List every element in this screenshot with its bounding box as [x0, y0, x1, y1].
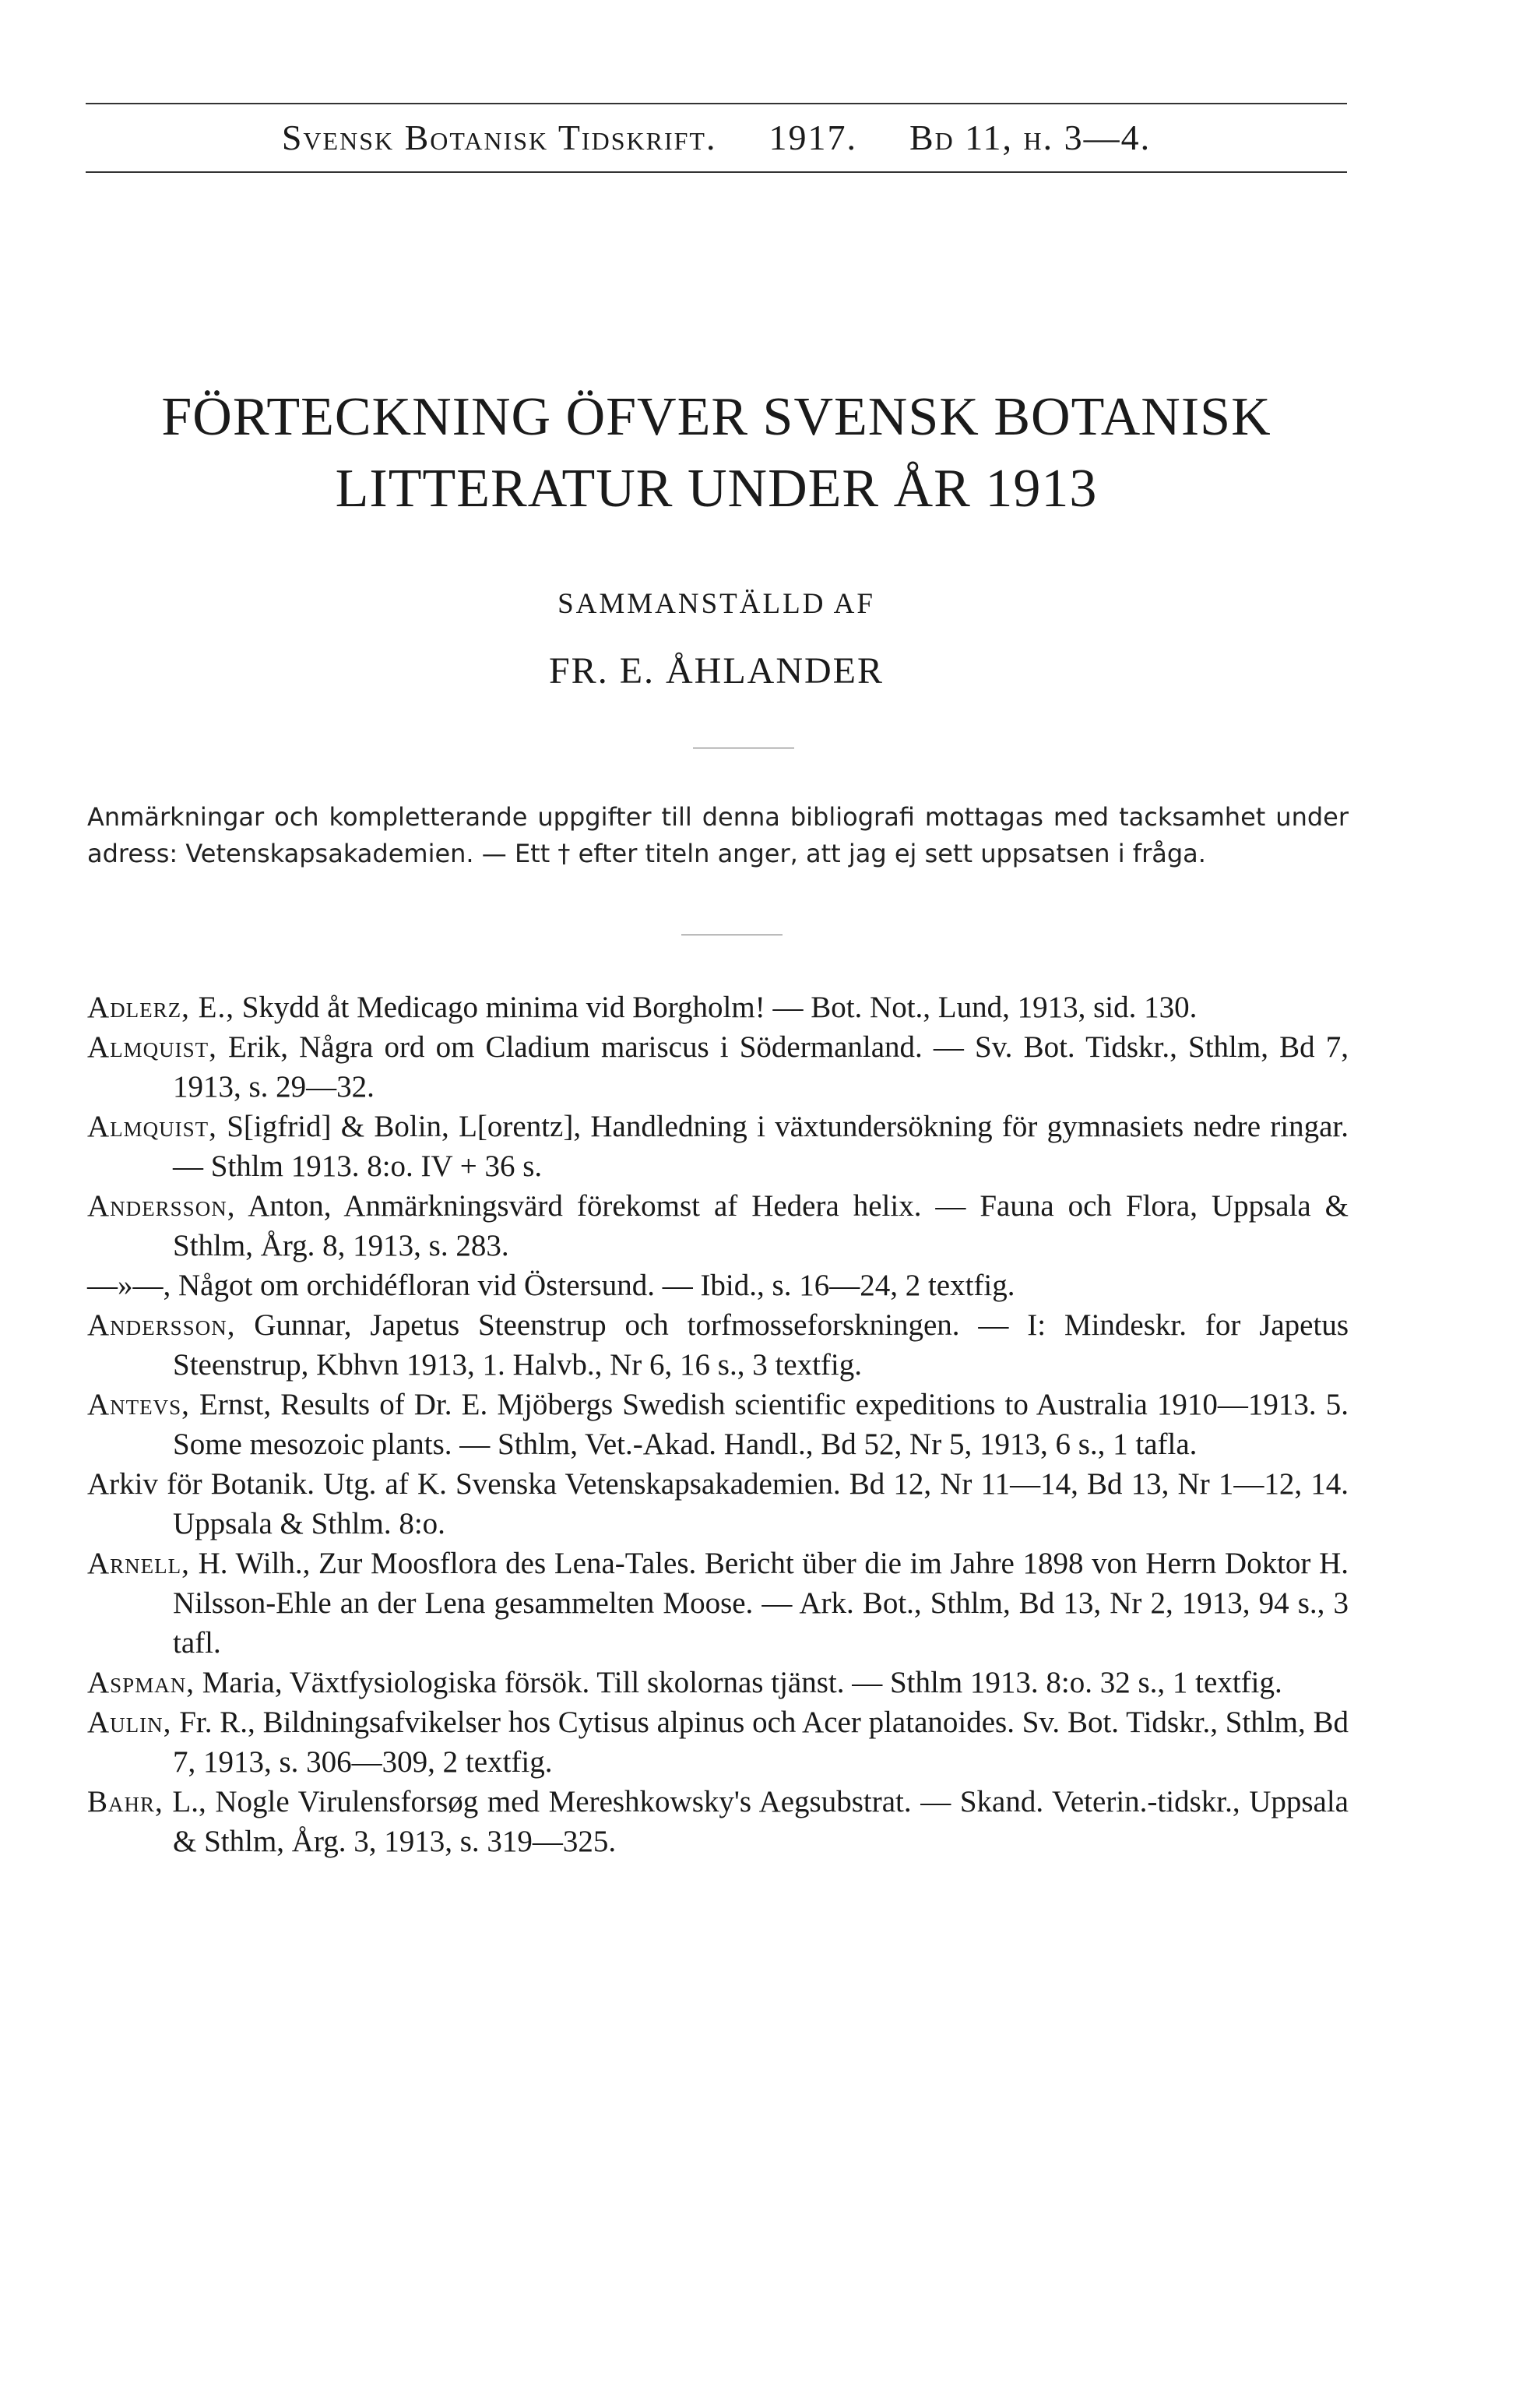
entry-author: Aulin, — [87, 1706, 172, 1739]
entry-text: Skydd åt Medicago minima vid Borgholm! — Bot. Not., Lund, 1913, sid. 130. — [234, 991, 1198, 1024]
editorial-note: Anmärkningar och kompletterande uppgifter till denna bibliografi mottagas med tacksamhet under adress: Vetenskapsakademien. — Ett † efter titeln anger, att jag ej sett uppsatsen i fråga. — [87, 802, 1349, 868]
bibliography-entry — [87, 1107, 1349, 1186]
entry-author: Andersson, — [87, 1189, 236, 1223]
running-head — [86, 117, 1347, 158]
entry-text: S[igfrid] & Bolin, L[orentz], Handledning i växtundersökning för gymnasiets nedre ringar. — Sthlm 1913. 8:o. IV + 36 s. — [173, 1110, 1349, 1183]
entry-author: Aspman, — [87, 1666, 195, 1699]
bibliography-entry — [87, 1782, 1349, 1861]
entry-text: L., Nogle Virulensforsøg med Mereshkowsky's Aegsubstrat. — Skand. Veterin.-tidskr., Uppsala & Sthlm, Årg. 3, 1913, s. 319—325. — [163, 1785, 1349, 1858]
entry-text: Maria, Växtfysiologiska försök. Till skolornas tjänst. — Sthlm 1913. 8:o. 32 s., 1 textfig. — [194, 1666, 1282, 1699]
entry-author: Almquist, — [87, 1030, 217, 1064]
entry-text: Anton, Anmärkningsvärd förekomst af Hedera helix. — Fauna och Flora, Uppsala & Sthlm, Årg. 8, 1913, s. 283. — [173, 1189, 1349, 1262]
entry-author: Adlerz, E., — [87, 991, 234, 1024]
entry-author: Arnell, — [87, 1547, 190, 1580]
header-rule — [86, 171, 1347, 173]
bibliography-entry — [87, 1544, 1349, 1663]
entry-text: Ernst, Results of Dr. E. Mjöbergs Swedish scientific expeditions to Australia 1910—1913. 5. Some mesozoic plants. — Sthlm, Vet.-Akad. Handl., Bd 52, Nr 5, 1913, 6 s., 1 tafla. — [173, 1388, 1349, 1461]
entry-text: —»—, Något om orchidéfloran vid Östersund. — Ibid., s. 16—24, 2 textfig. — [87, 1269, 1015, 1302]
entry-text: Erik, Några ord om Cladium mariscus i Södermanland. — Sv. Bot. Tidskr., Sthlm, Bd 7, 1913, s. 29—32. — [173, 1030, 1349, 1104]
bibliography-entry — [87, 1464, 1349, 1544]
entry-text: H. Wilh., Zur Moosflora des Lena-Tales. Bericht über die im Jahre 1898 von Herrn Doktor H. Nilsson-Ehle an der Lena gesammelten Moose. — Ark. Bot., Sthlm, Bd 13, Nr 2, 1913, 94 s., 3 tafl. — [173, 1547, 1349, 1660]
byline-label: SAMMANSTÄLLD AF — [557, 588, 875, 620]
entry-author: Andersson, — [87, 1308, 236, 1342]
title-line-1: FÖRTECKNING ÖFVER SVENSK BOTANISK — [161, 387, 1271, 447]
entry-author: Antevs, — [87, 1388, 190, 1421]
entry-text: Fr. R., Bildningsafvikelser hos Cytisus alpinus och Acer platanoides. Sv. Bot. Tidskr., Sthlm, Bd 7, 1913, s. 306—309, 2 textfig. — [171, 1706, 1349, 1779]
bibliography-list — [87, 987, 1349, 1861]
journal-volume: Bd 11, h. 3—4. — [909, 118, 1152, 157]
bibliography-entry — [87, 1027, 1349, 1107]
journal-year: 1917. — [768, 118, 857, 157]
bibliography-entry — [87, 1305, 1349, 1385]
author-name: FR. E. ÅHLANDER — [548, 650, 884, 692]
top-rule — [86, 103, 1347, 104]
bibliography-entry — [87, 987, 1349, 1027]
journal-name: Svensk Botanisk Tidskrift. — [281, 118, 717, 157]
title-line-2: LITTERATUR UNDER ÅR 1913 — [335, 459, 1098, 519]
entry-author: Bahr, — [87, 1785, 164, 1818]
bibliography-entry — [87, 1663, 1349, 1702]
bibliography-entry — [87, 1186, 1349, 1266]
bibliography-entry — [87, 1266, 1349, 1305]
entry-text: Arkiv för Botanik. Utg. af K. Svenska Vetenskapsakademien. Bd 12, Nr 11—14, Bd 13, Nr 1—12, 14. Uppsala & Sthlm. 8:o. — [87, 1467, 1349, 1540]
bibliography-entry — [87, 1385, 1349, 1464]
page-title — [86, 382, 1347, 525]
entry-author: Almquist, — [87, 1110, 217, 1143]
bibliography-entry — [87, 1702, 1349, 1782]
entry-text: Gunnar, Japetus Steenstrup och torfmosseforskningen. — I: Mindeskr. for Japetus Steenstrup, Kbhvn 1913, 1. Halvb., Nr 6, 16 s., 3 textfig. — [173, 1308, 1349, 1382]
